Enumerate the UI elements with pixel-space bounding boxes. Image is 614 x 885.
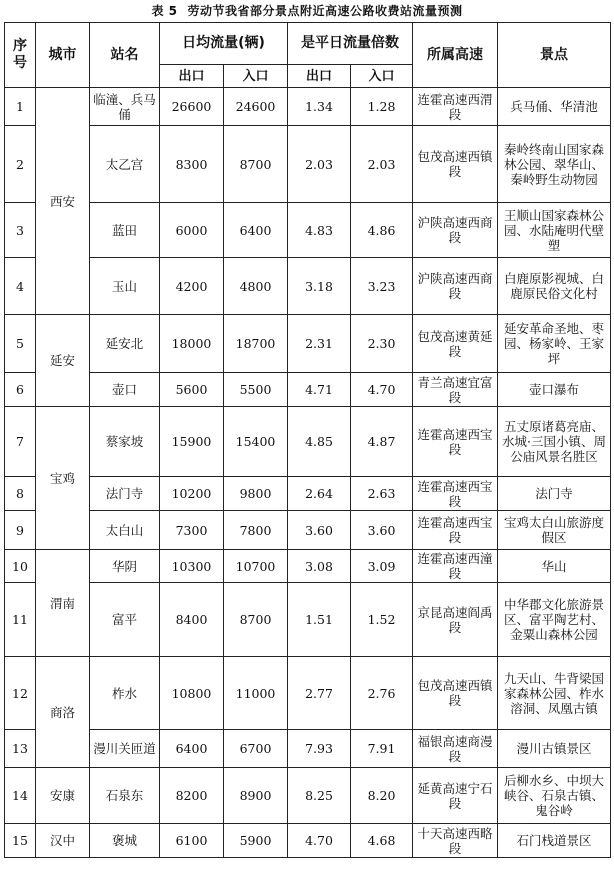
cell-seq: 6 xyxy=(5,373,36,407)
cell-city: 西安 xyxy=(36,88,90,315)
cell-ratio-exit: 2.77 xyxy=(288,657,351,730)
table-body xyxy=(5,88,611,858)
cell-city: 延安 xyxy=(36,315,90,407)
cell-ratio-entry: 1.52 xyxy=(351,583,413,657)
cell-flow-entry: 10700 xyxy=(224,550,288,583)
cell-station: 壶口 xyxy=(90,373,160,407)
table-row xyxy=(5,315,611,373)
traffic-forecast-table xyxy=(4,22,611,858)
table-row xyxy=(5,550,611,583)
cell-ratio-entry: 7.91 xyxy=(351,730,413,768)
cell-ratio-exit: 4.70 xyxy=(288,824,351,858)
cell-highway: 青兰高速宜富段 xyxy=(413,373,498,407)
cell-station: 褒城 xyxy=(90,824,160,858)
header-flow-entry: 入口 xyxy=(224,65,288,88)
cell-ratio-entry: 3.09 xyxy=(351,550,413,583)
cell-flow-entry: 11000 xyxy=(224,657,288,730)
cell-scenic: 延安革命圣地、枣园、杨家岭、王家坪 xyxy=(498,315,611,373)
cell-highway: 福银高速商漫段 xyxy=(413,730,498,768)
cell-ratio-exit: 2.03 xyxy=(288,126,351,203)
cell-ratio-entry: 3.60 xyxy=(351,511,413,550)
cell-flow-entry: 18700 xyxy=(224,315,288,373)
cell-flow-exit: 8400 xyxy=(160,583,224,657)
cell-highway: 十天高速西略段 xyxy=(413,824,498,858)
cell-flow-exit: 7300 xyxy=(160,511,224,550)
table-row xyxy=(5,768,611,824)
cell-flow-exit: 18000 xyxy=(160,315,224,373)
cell-flow-entry: 6700 xyxy=(224,730,288,768)
header-flow-exit: 出口 xyxy=(160,65,224,88)
cell-highway: 沪陕高速西商段 xyxy=(413,258,498,315)
cell-scenic: 中华郡文化旅游景区、富平陶艺村、金粟山森林公园 xyxy=(498,583,611,657)
cell-ratio-exit: 2.64 xyxy=(288,477,351,511)
cell-flow-exit: 6100 xyxy=(160,824,224,858)
table-row xyxy=(5,583,611,657)
cell-scenic: 华山 xyxy=(498,550,611,583)
cell-ratio-entry: 3.23 xyxy=(351,258,413,315)
table-row xyxy=(5,824,611,858)
cell-flow-entry: 15400 xyxy=(224,407,288,477)
cell-city: 汉中 xyxy=(36,824,90,858)
header-ratio-entry: 入口 xyxy=(351,65,413,88)
cell-ratio-entry: 4.70 xyxy=(351,373,413,407)
cell-scenic: 法门寺 xyxy=(498,477,611,511)
cell-flow-exit: 4200 xyxy=(160,258,224,315)
cell-ratio-exit: 4.85 xyxy=(288,407,351,477)
cell-scenic: 五丈原诸葛亮庙、水城·三国小镇、周公庙风景名胜区 xyxy=(498,407,611,477)
header-scenic: 景点 xyxy=(498,23,611,88)
cell-scenic: 白鹿原影视城、白鹿原民俗文化村 xyxy=(498,258,611,315)
cell-flow-exit: 6400 xyxy=(160,730,224,768)
cell-ratio-exit: 7.93 xyxy=(288,730,351,768)
cell-station: 柞水 xyxy=(90,657,160,730)
header-ratio-exit: 出口 xyxy=(288,65,351,88)
header-daily-flow: 日均流量(辆) xyxy=(160,23,288,65)
cell-seq: 11 xyxy=(5,583,36,657)
cell-flow-entry: 8700 xyxy=(224,126,288,203)
cell-seq: 5 xyxy=(5,315,36,373)
cell-scenic: 秦岭终南山国家森林公园、翠华山、秦岭野生动物园 xyxy=(498,126,611,203)
cell-flow-entry: 6400 xyxy=(224,203,288,258)
cell-city: 宝鸡 xyxy=(36,407,90,550)
cell-ratio-entry: 4.87 xyxy=(351,407,413,477)
cell-station: 富平 xyxy=(90,583,160,657)
cell-station: 蓝田 xyxy=(90,203,160,258)
cell-ratio-entry: 4.86 xyxy=(351,203,413,258)
cell-seq: 2 xyxy=(5,126,36,203)
cell-flow-entry: 5500 xyxy=(224,373,288,407)
cell-flow-exit: 10200 xyxy=(160,477,224,511)
cell-ratio-exit: 4.83 xyxy=(288,203,351,258)
cell-ratio-exit: 3.60 xyxy=(288,511,351,550)
table-row xyxy=(5,203,611,258)
table-row xyxy=(5,373,611,407)
cell-scenic: 王顺山国家森林公园、水陆庵明代壁塑 xyxy=(498,203,611,258)
cell-flow-exit: 5600 xyxy=(160,373,224,407)
cell-station: 玉山 xyxy=(90,258,160,315)
cell-station: 延安北 xyxy=(90,315,160,373)
cell-flow-exit: 10800 xyxy=(160,657,224,730)
table-row xyxy=(5,258,611,315)
cell-ratio-entry: 2.63 xyxy=(351,477,413,511)
cell-flow-exit: 8300 xyxy=(160,126,224,203)
cell-flow-exit: 10300 xyxy=(160,550,224,583)
table-title: 劳动节我省部分景点附近高速公路收费站流量预测 xyxy=(187,4,463,18)
cell-seq: 12 xyxy=(5,657,36,730)
cell-scenic: 九天山、牛背梁国家森林公园、柞水溶洞、凤凰古镇 xyxy=(498,657,611,730)
cell-ratio-exit: 4.71 xyxy=(288,373,351,407)
cell-city: 商洛 xyxy=(36,657,90,768)
cell-highway: 连霍高速西渭段 xyxy=(413,88,498,126)
cell-flow-entry: 7800 xyxy=(224,511,288,550)
table-row xyxy=(5,511,611,550)
header-ratio: 是平日流量倍数 xyxy=(288,23,413,65)
table-caption xyxy=(0,0,614,22)
cell-seq: 4 xyxy=(5,258,36,315)
cell-station: 太白山 xyxy=(90,511,160,550)
header-city: 城市 xyxy=(36,23,90,88)
header-seq: 序号 xyxy=(5,23,36,88)
cell-scenic: 兵马俑、华清池 xyxy=(498,88,611,126)
table-row xyxy=(5,730,611,768)
cell-station: 太乙宫 xyxy=(90,126,160,203)
cell-ratio-exit: 3.18 xyxy=(288,258,351,315)
cell-ratio-exit: 3.08 xyxy=(288,550,351,583)
cell-flow-entry: 9800 xyxy=(224,477,288,511)
cell-highway: 京昆高速阎禹段 xyxy=(413,583,498,657)
cell-highway: 延黄高速宁石段 xyxy=(413,768,498,824)
cell-seq: 14 xyxy=(5,768,36,824)
table-row xyxy=(5,88,611,126)
cell-station: 法门寺 xyxy=(90,477,160,511)
cell-highway: 包茂高速西镇段 xyxy=(413,657,498,730)
cell-ratio-entry: 1.28 xyxy=(351,88,413,126)
cell-highway: 连霍高速西宝段 xyxy=(413,407,498,477)
cell-flow-exit: 26600 xyxy=(160,88,224,126)
table-row xyxy=(5,126,611,203)
table-row xyxy=(5,477,611,511)
cell-highway: 包茂高速黄延段 xyxy=(413,315,498,373)
table-row xyxy=(5,657,611,730)
cell-station: 华阴 xyxy=(90,550,160,583)
table-row xyxy=(5,407,611,477)
cell-scenic: 宝鸡太白山旅游度假区 xyxy=(498,511,611,550)
cell-flow-exit: 15900 xyxy=(160,407,224,477)
cell-highway: 连霍高速西宝段 xyxy=(413,511,498,550)
cell-scenic: 后柳水乡、中坝大峡谷、石泉古镇、鬼谷岭 xyxy=(498,768,611,824)
header-station: 站名 xyxy=(90,23,160,88)
cell-flow-exit: 8200 xyxy=(160,768,224,824)
cell-station: 石泉东 xyxy=(90,768,160,824)
cell-seq: 15 xyxy=(5,824,36,858)
cell-ratio-exit: 1.34 xyxy=(288,88,351,126)
cell-highway: 连霍高速西潼段 xyxy=(413,550,498,583)
cell-seq: 7 xyxy=(5,407,36,477)
cell-station: 蔡家坡 xyxy=(90,407,160,477)
cell-flow-entry: 4800 xyxy=(224,258,288,315)
cell-ratio-entry: 8.20 xyxy=(351,768,413,824)
cell-ratio-exit: 2.31 xyxy=(288,315,351,373)
cell-ratio-entry: 2.03 xyxy=(351,126,413,203)
cell-city: 渭南 xyxy=(36,550,90,657)
cell-scenic: 壶口瀑布 xyxy=(498,373,611,407)
cell-flow-exit: 6000 xyxy=(160,203,224,258)
cell-ratio-entry: 2.30 xyxy=(351,315,413,373)
table-number: 表 5 xyxy=(151,4,178,18)
cell-ratio-entry: 2.76 xyxy=(351,657,413,730)
cell-scenic: 漫川古镇景区 xyxy=(498,730,611,768)
cell-highway: 连霍高速西宝段 xyxy=(413,477,498,511)
cell-flow-entry: 8900 xyxy=(224,768,288,824)
cell-flow-entry: 8700 xyxy=(224,583,288,657)
cell-seq: 1 xyxy=(5,88,36,126)
cell-ratio-entry: 4.68 xyxy=(351,824,413,858)
cell-highway: 包茂高速西镇段 xyxy=(413,126,498,203)
cell-city: 安康 xyxy=(36,768,90,824)
cell-ratio-exit: 8.25 xyxy=(288,768,351,824)
cell-ratio-exit: 1.51 xyxy=(288,583,351,657)
cell-highway: 沪陕高速西商段 xyxy=(413,203,498,258)
cell-seq: 8 xyxy=(5,477,36,511)
cell-seq: 13 xyxy=(5,730,36,768)
cell-seq: 3 xyxy=(5,203,36,258)
header-highway: 所属高速 xyxy=(413,23,498,88)
cell-flow-entry: 24600 xyxy=(224,88,288,126)
cell-flow-entry: 5900 xyxy=(224,824,288,858)
cell-station: 漫川关匝道 xyxy=(90,730,160,768)
cell-seq: 9 xyxy=(5,511,36,550)
cell-scenic: 石门栈道景区 xyxy=(498,824,611,858)
cell-seq: 10 xyxy=(5,550,36,583)
cell-station: 临潼、兵马俑 xyxy=(90,88,160,126)
